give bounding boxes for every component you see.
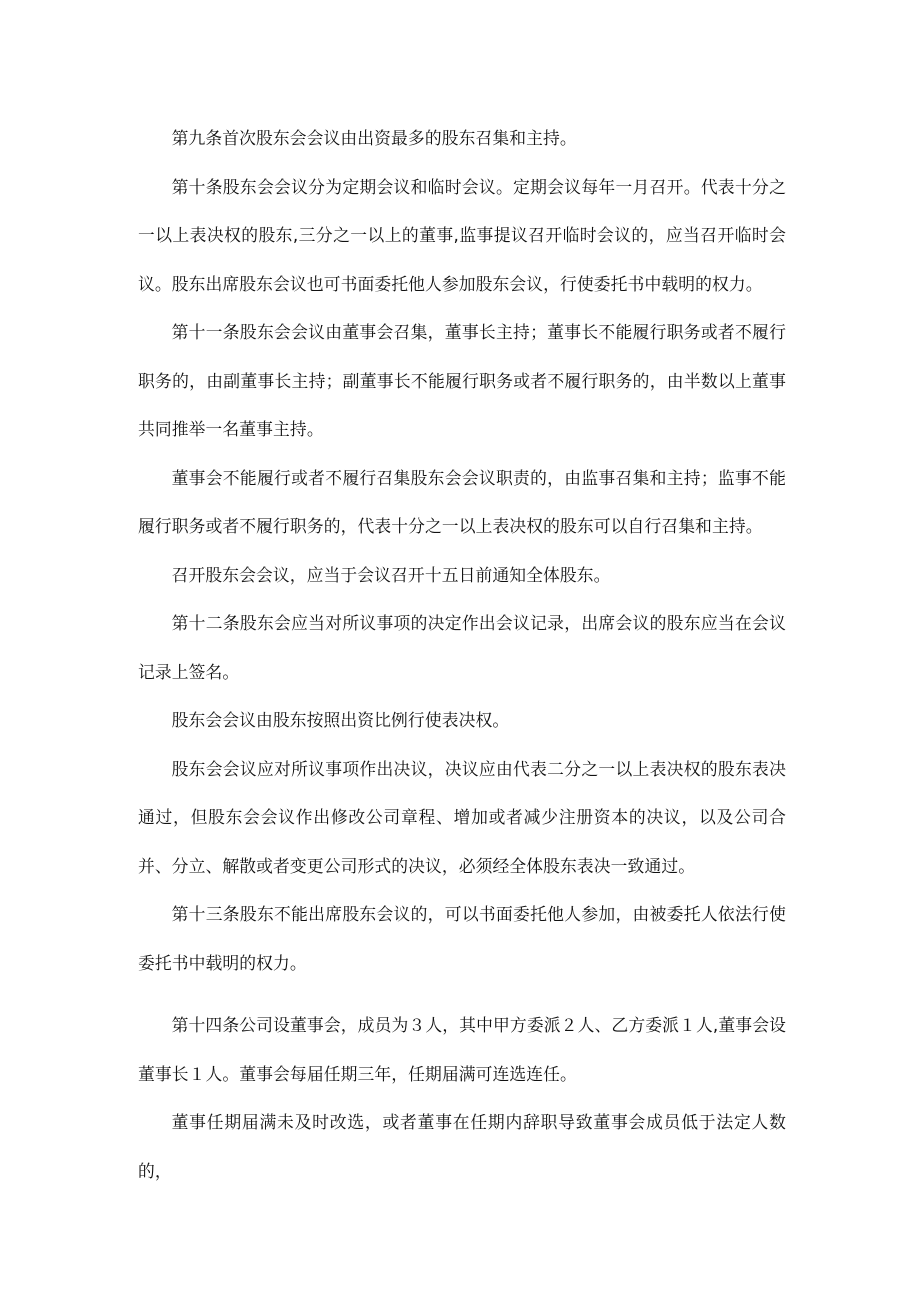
- paragraph-article-13: 第十三条股东不能出席股东会议的，可以书面委托他人参加，由被委托人依法行使委托书中载明的权力。: [138, 904, 786, 973]
- paragraph-article-9: 第九条首次股东会会议由出资最多的股东召集和主持。: [171, 128, 577, 148]
- paragraph-article-10: 第十条股东会会议分为定期会议和临时会议。定期会议每年一月召开。代表十分之一以上表决权的股东,三分之一以上的董事,监事提议召开临时会议的，应当召开临时会议。股东出席股东会议也可书面委托他人参加股东会议，行使委托书中载明的权力。: [138, 176, 786, 294]
- paragraph-director-term: 董事任期届满未及时改选，或者董事在任期内辞职导致董事会成员低于法定人数的，: [138, 1112, 786, 1181]
- paragraph-board-convene: 董事会不能履行或者不履行召集股东会会议职责的，由监事召集和主持；监事不能履行职务或者不履行职务的，代表十分之一以上表决权的股东可以自行召集和主持。: [138, 467, 786, 536]
- paragraph-article-14: 第十四条公司设董事会，成员为３人，其中甲方委派２人、乙方委派１人,董事会设董事长１人。董事会每届任期三年，任期届满可连选连任。: [138, 1015, 786, 1084]
- paragraph-article-12: 第十二条股东会应当对所议事项的决定作出会议记录，出席会议的股东应当在会议记录上签名。: [138, 613, 786, 682]
- paragraph-meeting-notice: 召开股东会会议，应当于会议召开十五日前通知全体股东。: [171, 564, 611, 585]
- paragraph-article-11: 第十一条股东会会议由董事会召集，董事长主持；董事长不能履行职务或者不履行职务的，由副董事长主持；副董事长不能履行职务或者不履行职务的，由半数以上董事共同推举一名董事主持。: [138, 322, 786, 439]
- paragraph-resolutions: 股东会会议应对所议事项作出决议，决议应由代表二分之一以上表决权的股东表决通过，但股东会会议作出修改公司章程、增加或者减少注册资本的决议，以及公司合并、分立、解散或者变更公司形式的决议，必须经全体股东表决一致通过。: [138, 758, 786, 876]
- paragraph-voting-rights: 股东会会议由股东按照出资比例行使表决权。: [171, 710, 510, 730]
- document-body: [138, 114, 786, 1195]
